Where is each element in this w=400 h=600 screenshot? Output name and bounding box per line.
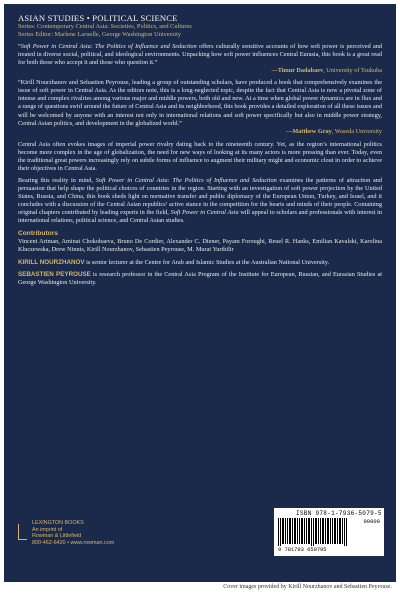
- isbn-label: ISBN 978-1-7936-5079-5: [296, 510, 382, 517]
- book-title-short-inline: Soft Power in Central Asia: [170, 208, 239, 216]
- praise-book-title: Soft Power in Central Asia: The Politics of Influence and Seduction: [20, 43, 197, 51]
- cover-image-credit: Cover images provided by Kirill Nourzhanov and Sebastien Peyrouse.: [223, 584, 392, 590]
- contributors-heading: Contributors: [18, 230, 58, 238]
- praise-author-name: Timur Dadabaev: [277, 67, 324, 75]
- praise-author-affiliation: , University of Tsukuba: [323, 67, 382, 75]
- praise-author-name: Matthew Gray: [292, 127, 332, 135]
- author-bio-1: KIRILL NOURZHANOV is senior lecturer at the Centre for Arab and Islamic Studies at the Australian National University.: [18, 259, 330, 267]
- description-paragraph-1: Central Asia often evokes images of imperial power rivalry dating back to the nineteenth century. Yet, as the region’s international politics become more complex in the age of globalization, the need for new ways of looking at its many actors is more pressing than ever. Today, even the traditional great powers increasingly rely on subtle forms of influence to augment their military might and economic clout in order to achieve their objectives in Central Asia.: [18, 140, 382, 172]
- publisher-parent: Rowman & Littlefield: [32, 533, 82, 540]
- publisher-logo-icon: [18, 524, 27, 540]
- contributors-list: Vincent Artman, Aminat Chokobaeva, Bruno De Cordier, Alexander C. Diener, Payam Foroughi, Reuel R. Hanks, Emilian Kavalski, Karolina Kluczewska, Drew Ninnis, Kirill Nourzhanov, Sebastien Peyrouse, M. Murat Yurtbilir: [18, 238, 382, 254]
- author-name: SEBASTIEN PEYROUSE: [18, 271, 91, 279]
- description-paragraph-2: Bearing this reality in mind, Soft Power in Central Asia: The Politics of Influence and Seduction examines the patterns of attraction and persuasion that help shape the political choices of countries in the region. Starting with an investigation of soft power projection by the United States, Russia, and China, this book sheds light on normative transfer and public diplomacy of the European Union, Turkey, and Israel, and it concludes with a discussion of the Central Asian republics’ active stance in the competition for the hearts and minds of their people. Containing original chapters contributed by leading experts in the field, Soft Power in Central Asia will appeal to scholars and professionals with interest in international relations, political science, and Central Asian studies.: [18, 176, 382, 225]
- back-cover: [4, 4, 396, 582]
- author-name: KIRILL NOURZHANOV: [18, 259, 85, 267]
- cover-footer: [18, 510, 384, 568]
- praise-attribution-1: —Timur Dadabaev, University of Tsukuba: [271, 67, 382, 75]
- isbn-barcode-block: [274, 508, 384, 556]
- praise-quote-2: “Kirill Nourzhanov and Sebastien Peyrouse, leading a group of outstanding scholars, have produced a book that comprehensively examines the issue of soft power in Central Asia. As the editors note, this is a long-neglected topic, despite the fact that Central Asia is now a pivotal zone of intense and complex rivalries among various major and middle powers, both old and new. At a time when global power dynamics are in flux and a range of questions swirl around the future of Central Asia and its neighborhood, this book provides a detailed exploration of all these issues and will be welcomed by anyone with an interest not only in international relations and soft power specifically but also in middle power strategy, Central Asian politics, and development in the globalized world.”: [18, 79, 382, 127]
- author-bio-2: SEBASTIEN PEYROUSE is research professor in the Central Asia Program of the Institute for European, Russian, and Eurasian Studies at George Washington University.: [18, 271, 382, 287]
- price-code: 90000: [363, 518, 380, 525]
- series-editor-line: Series Editor: Marlene Laruelle, George Washington University: [18, 30, 182, 38]
- praise-quote-1-text: offers culturally sensitive accounts of how soft power is perceived and treated in diverse social, political, and ideological environments. Unpacking how soft power influences Central Eurasia, this book is a great read for both those who accept it and those who question it.”: [18, 43, 382, 67]
- subject-category: ASIAN STUDIES • POLITICAL SCIENCE: [18, 13, 178, 23]
- praise-author-affiliation: , Waseda University: [331, 127, 382, 135]
- barcode-digits: 9 781793 650795: [278, 547, 327, 553]
- praise-attribution-2: —Matthew Gray, Waseda University: [286, 127, 382, 135]
- series-line: Series: Contemporary Central Asia: Societies, Politics, and Cultures: [18, 23, 192, 30]
- publisher-contact: 800-462-6420 • www.rowman.com: [32, 539, 115, 546]
- praise-quote-1: “Soft Power in Central Asia: The Politics of Influence and Seduction offers culturally sensitive accounts of how soft power is perceived and treated in diverse social, political, and ideological environments. Unpacking how soft power influences Central Eurasia, this book is a great read for both those who accept it and those who question it.”: [18, 43, 382, 67]
- publisher-block: [32, 520, 114, 546]
- barcode-icon: [278, 518, 348, 546]
- publisher-imprint: An imprint of: [32, 526, 63, 533]
- book-title-inline: Soft Power in Central Asia: The Politics of Influence and Seduction: [95, 176, 277, 184]
- publisher-name: LEXINGTON BOOKS: [32, 520, 84, 526]
